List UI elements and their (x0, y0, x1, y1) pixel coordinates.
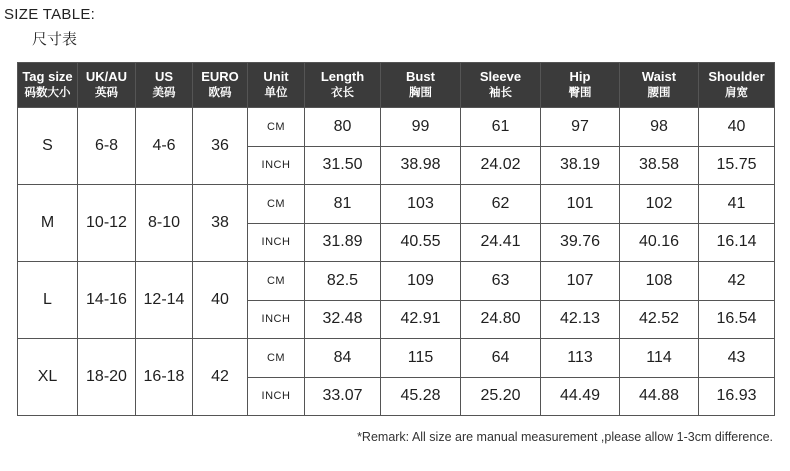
bust-cell: 115 (381, 339, 461, 378)
shoulder-cell: 41 (699, 185, 775, 224)
hip-cell: 107 (541, 262, 620, 301)
waist-cell: 42.52 (620, 300, 699, 339)
header-shoulder-cn: 肩宽 (725, 87, 748, 99)
length-cell: 80 (305, 108, 381, 147)
tag-size-cell: S (18, 108, 78, 185)
uk-au-cell: 10-12 (78, 185, 136, 262)
euro-cell: 38 (193, 185, 248, 262)
header-tag-size (18, 63, 78, 108)
sleeve-cell: 25.20 (461, 377, 541, 416)
sleeve-cell: 62 (461, 185, 541, 224)
hip-cell: 97 (541, 108, 620, 147)
hip-cell: 113 (541, 339, 620, 378)
header-sleeve (461, 63, 541, 108)
us-cell: 4-6 (136, 108, 193, 185)
header-hip-en: Hip (569, 69, 591, 84)
length-cell: 31.50 (305, 146, 381, 185)
sleeve-cell: 24.80 (461, 300, 541, 339)
bust-cell: 99 (381, 108, 461, 147)
shoulder-cell: 43 (699, 339, 775, 378)
euro-cell: 42 (193, 339, 248, 416)
title-cn: 尺寸表 (32, 31, 78, 48)
waist-cell: 102 (620, 185, 699, 224)
header-sleeve-cn: 袖长 (489, 87, 512, 99)
hip-cell: 38.19 (541, 146, 620, 185)
euro-cell: 40 (193, 262, 248, 339)
sleeve-cell: 64 (461, 339, 541, 378)
unit-cell: INCH (248, 377, 305, 416)
shoulder-cell: 15.75 (699, 146, 775, 185)
waist-cell: 114 (620, 339, 699, 378)
bust-cell: 103 (381, 185, 461, 224)
length-cell: 31.89 (305, 223, 381, 262)
header-bust-cn: 胸围 (409, 87, 432, 99)
unit-cell: CM (248, 108, 305, 147)
tag-size-cell: L (18, 262, 78, 339)
sleeve-cell: 24.41 (461, 223, 541, 262)
uk-au-cell: 6-8 (78, 108, 136, 185)
bust-cell: 40.55 (381, 223, 461, 262)
header-hip (541, 63, 620, 108)
header-euro-en: EURO (201, 69, 239, 84)
header-shoulder-en: Shoulder (708, 69, 765, 84)
shoulder-cell: 16.93 (699, 377, 775, 416)
header-waist-cn: 腰围 (647, 87, 671, 99)
length-cell: 81 (305, 185, 381, 224)
us-cell: 16-18 (136, 339, 193, 416)
header-tag-size-en: Tag size (22, 69, 73, 84)
hip-cell: 42.13 (541, 300, 620, 339)
table-row (18, 108, 775, 147)
sleeve-cell: 61 (461, 108, 541, 147)
tag-size-cell: XL (18, 339, 78, 416)
us-cell: 12-14 (136, 262, 193, 339)
waist-cell: 98 (620, 108, 699, 147)
bust-cell: 109 (381, 262, 461, 301)
uk-au-cell: 18-20 (78, 339, 136, 416)
header-us (136, 63, 193, 108)
header-length-cn: 衣长 (331, 87, 354, 99)
unit-cell: CM (248, 339, 305, 378)
header-length-en: Length (320, 69, 365, 84)
header-bust (381, 63, 461, 108)
header-us-cn: 美码 (152, 87, 176, 99)
table-row (18, 185, 775, 224)
size-table (17, 62, 775, 416)
table-row (18, 339, 775, 378)
waist-cell: 38.58 (620, 146, 699, 185)
header-tag-size-cn: 码数大小 (24, 87, 71, 99)
header-uk-au-cn: 英码 (95, 87, 118, 99)
shoulder-cell: 42 (699, 262, 775, 301)
waist-cell: 40.16 (620, 223, 699, 262)
unit-cell: INCH (248, 223, 305, 262)
header-uk-au (78, 63, 136, 108)
shoulder-cell: 40 (699, 108, 775, 147)
header-waist-en: Waist (641, 69, 677, 84)
header-unit-cn: 单位 (264, 87, 288, 99)
sleeve-cell: 24.02 (461, 146, 541, 185)
hip-cell: 101 (541, 185, 620, 224)
unit-cell: CM (248, 262, 305, 301)
unit-cell: INCH (248, 300, 305, 339)
title-en: SIZE TABLE: (4, 6, 96, 23)
shoulder-cell: 16.14 (699, 223, 775, 262)
uk-au-cell: 14-16 (78, 262, 136, 339)
header-uk-au-en: UK/AU (85, 69, 128, 84)
hip-cell: 39.76 (541, 223, 620, 262)
waist-cell: 44.88 (620, 377, 699, 416)
table-row (18, 262, 775, 301)
header-unit (248, 63, 305, 108)
header-sleeve-en: Sleeve (479, 69, 522, 84)
unit-cell: CM (248, 185, 305, 224)
header-euro-cn: 欧码 (208, 87, 232, 99)
header-euro (193, 63, 248, 108)
length-cell: 32.48 (305, 300, 381, 339)
waist-cell: 108 (620, 262, 699, 301)
bust-cell: 45.28 (381, 377, 461, 416)
length-cell: 33.07 (305, 377, 381, 416)
hip-cell: 44.49 (541, 377, 620, 416)
length-cell: 84 (305, 339, 381, 378)
header-waist (620, 63, 699, 108)
unit-cell: INCH (248, 146, 305, 185)
euro-cell: 36 (193, 108, 248, 185)
header-bust-en: Bust (406, 69, 435, 84)
shoulder-cell: 16.54 (699, 300, 775, 339)
length-cell: 82.5 (305, 262, 381, 301)
tag-size-cell: M (18, 185, 78, 262)
bust-cell: 38.98 (381, 146, 461, 185)
remark-note: *Remark: All size are manual measurement ,please allow 1-3cm difference. (357, 430, 773, 444)
us-cell: 8-10 (136, 185, 193, 262)
header-length (305, 63, 381, 108)
bust-cell: 42.91 (381, 300, 461, 339)
header-shoulder (699, 63, 775, 108)
header-hip-cn: 臀围 (568, 87, 592, 99)
header-row (18, 63, 775, 108)
header-unit-en: Unit (263, 69, 289, 84)
header-us-en: US (154, 69, 174, 84)
sleeve-cell: 63 (461, 262, 541, 301)
